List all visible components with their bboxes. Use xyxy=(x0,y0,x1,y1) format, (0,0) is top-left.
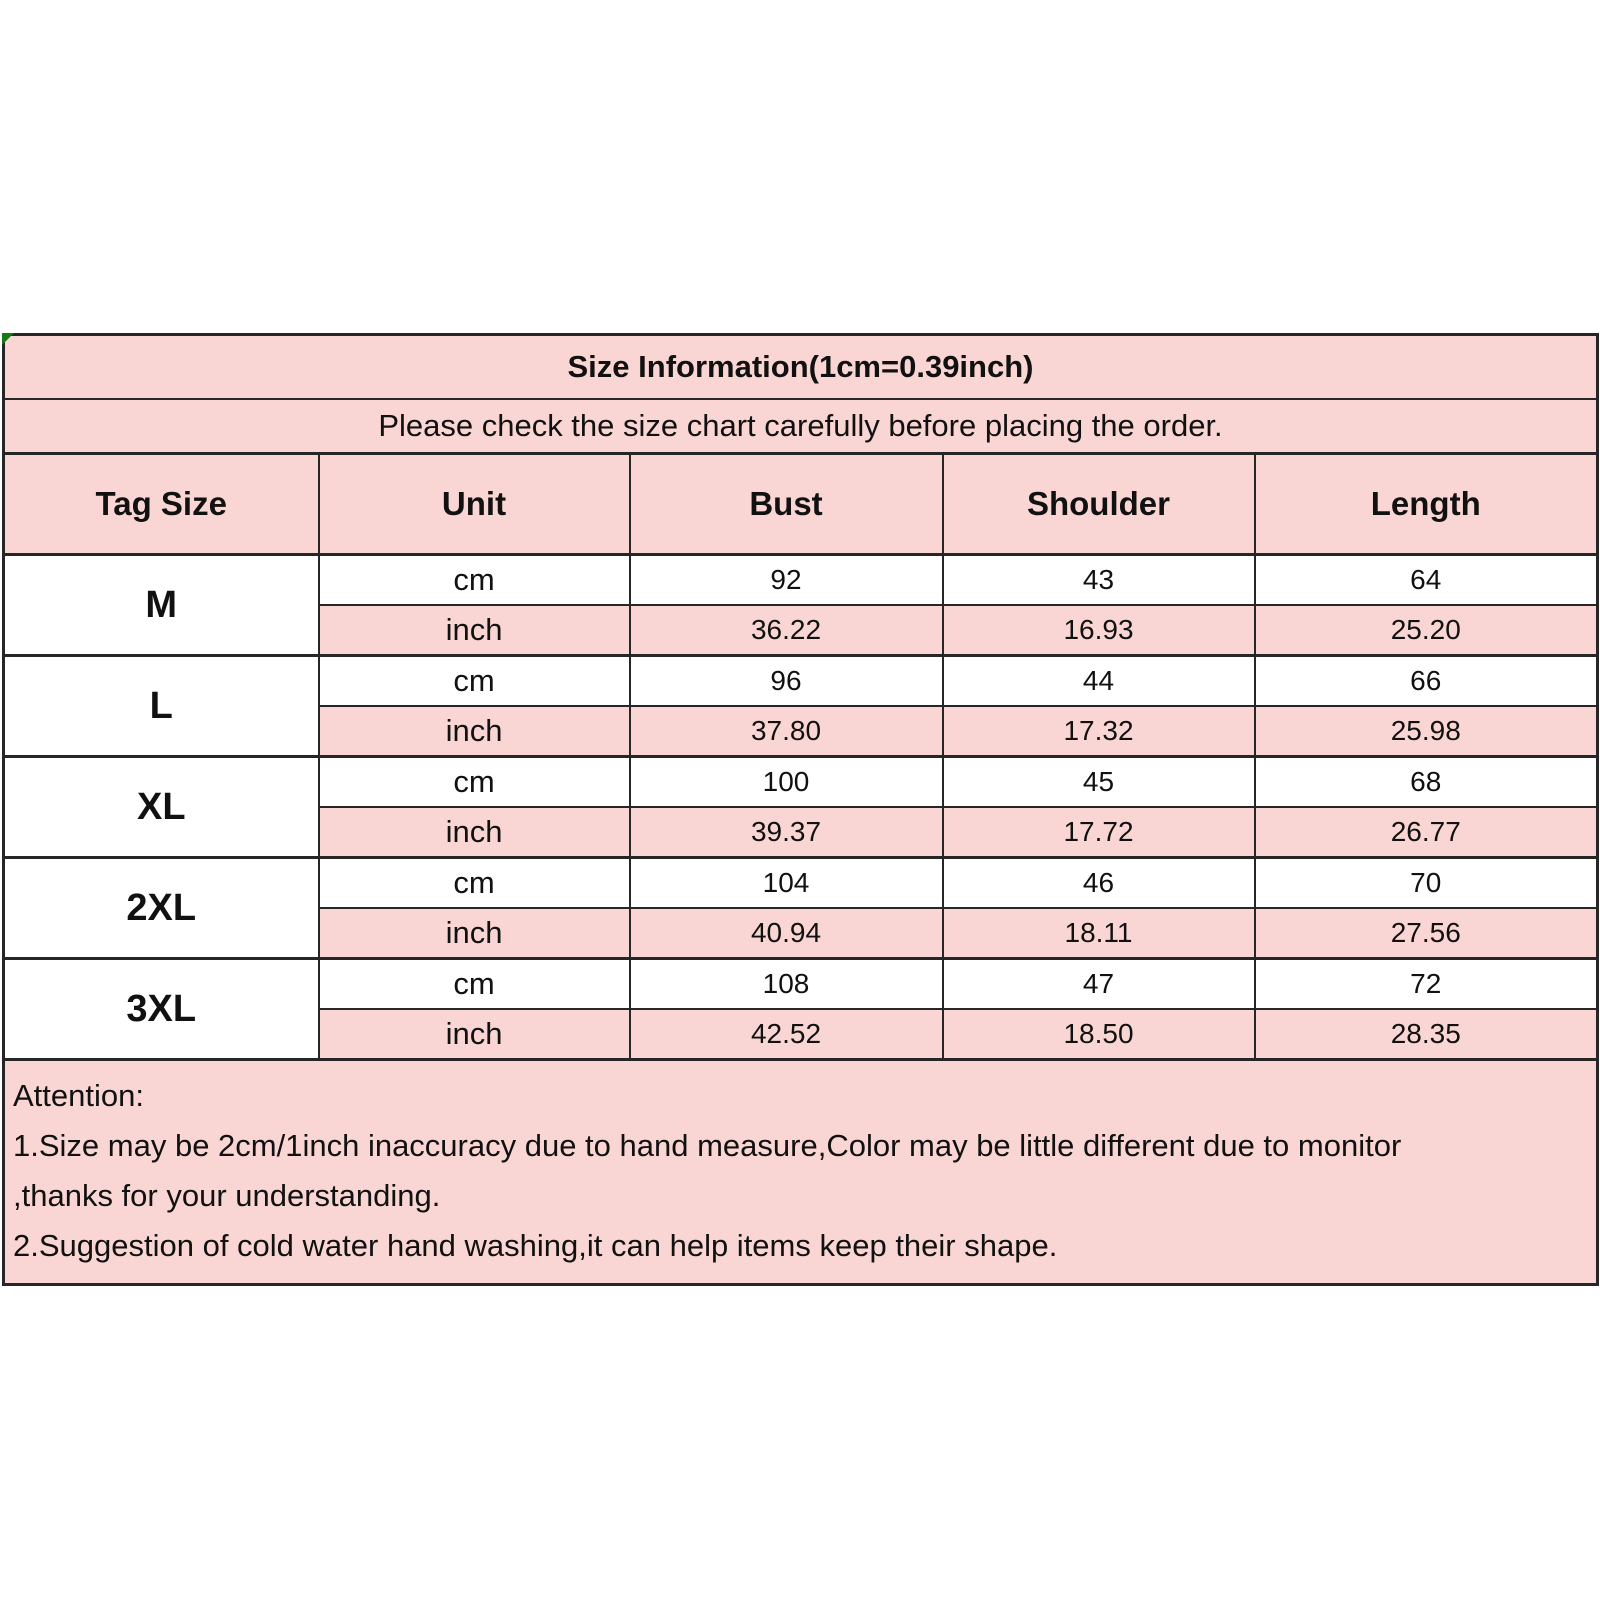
measurement-cell: 68 xyxy=(1255,757,1598,808)
size-label: M xyxy=(4,555,319,656)
measurement-cell: 46 xyxy=(943,858,1255,909)
unit-label: cm xyxy=(319,757,630,808)
table-row xyxy=(4,757,1598,808)
measurement-cell: 18.11 xyxy=(943,908,1255,959)
measurement-cell: 16.93 xyxy=(943,605,1255,656)
measurement-cell: 18.50 xyxy=(943,1009,1255,1060)
measurement-cell: 25.98 xyxy=(1255,706,1598,757)
measurement-cell: 37.80 xyxy=(630,706,943,757)
unit-label: cm xyxy=(319,656,630,707)
column-header-tag-size: Tag Size xyxy=(4,454,319,555)
unit-label: inch xyxy=(319,605,630,656)
size-label: L xyxy=(4,656,319,757)
measurement-cell: 36.22 xyxy=(630,605,943,656)
measurement-cell: 26.77 xyxy=(1255,807,1598,858)
green-corner-mark xyxy=(2,333,14,345)
unit-label: inch xyxy=(319,908,630,959)
size-label: 3XL xyxy=(4,959,319,1060)
attention-heading: Attention: xyxy=(13,1078,144,1113)
attention-note xyxy=(4,1060,1598,1285)
measurement-cell: 42.52 xyxy=(630,1009,943,1060)
measurement-cell: 72 xyxy=(1255,959,1598,1010)
table-row xyxy=(4,858,1598,909)
unit-label: cm xyxy=(319,555,630,606)
unit-label: cm xyxy=(319,858,630,909)
unit-label: cm xyxy=(319,959,630,1010)
column-header-length: Length xyxy=(1255,454,1598,555)
unit-label: inch xyxy=(319,1009,630,1060)
column-header-unit: Unit xyxy=(319,454,630,555)
unit-label: inch xyxy=(319,807,630,858)
column-header-bust: Bust xyxy=(630,454,943,555)
measurement-cell: 104 xyxy=(630,858,943,909)
chart-title: Size Information(1cm=0.39inch) xyxy=(4,335,1598,400)
size-label: XL xyxy=(4,757,319,858)
measurement-cell: 17.72 xyxy=(943,807,1255,858)
measurement-cell: 43 xyxy=(943,555,1255,606)
table-row xyxy=(4,959,1598,1010)
attention-line-3: 2.Suggestion of cold water hand washing,it can help items keep their shape. xyxy=(13,1228,1058,1263)
measurement-cell: 92 xyxy=(630,555,943,606)
measurement-cell: 39.37 xyxy=(630,807,943,858)
measurement-cell: 96 xyxy=(630,656,943,707)
measurement-cell: 100 xyxy=(630,757,943,808)
measurement-cell: 45 xyxy=(943,757,1255,808)
measurement-cell: 28.35 xyxy=(1255,1009,1598,1060)
measurement-cell: 47 xyxy=(943,959,1255,1010)
measurement-cell: 17.32 xyxy=(943,706,1255,757)
measurement-cell: 70 xyxy=(1255,858,1598,909)
attention-line-1: 1.Size may be 2cm/1inch inaccuracy due to hand measure,Color may be little different due to monitor xyxy=(13,1128,1402,1163)
attention-line-2: ,thanks for your understanding. xyxy=(13,1178,441,1213)
measurement-cell: 64 xyxy=(1255,555,1598,606)
measurement-cell: 44 xyxy=(943,656,1255,707)
size-chart-sheet xyxy=(2,333,1596,1286)
measurement-cell: 40.94 xyxy=(630,908,943,959)
measurement-cell: 25.20 xyxy=(1255,605,1598,656)
measurement-cell: 66 xyxy=(1255,656,1598,707)
chart-subtitle: Please check the size chart carefully before placing the order. xyxy=(4,399,1598,454)
table-row xyxy=(4,656,1598,707)
measurement-cell: 27.56 xyxy=(1255,908,1598,959)
table-row xyxy=(4,555,1598,606)
size-chart-table xyxy=(2,333,1599,1286)
unit-label: inch xyxy=(319,706,630,757)
measurement-cell: 108 xyxy=(630,959,943,1010)
size-label: 2XL xyxy=(4,858,319,959)
column-header-shoulder: Shoulder xyxy=(943,454,1255,555)
